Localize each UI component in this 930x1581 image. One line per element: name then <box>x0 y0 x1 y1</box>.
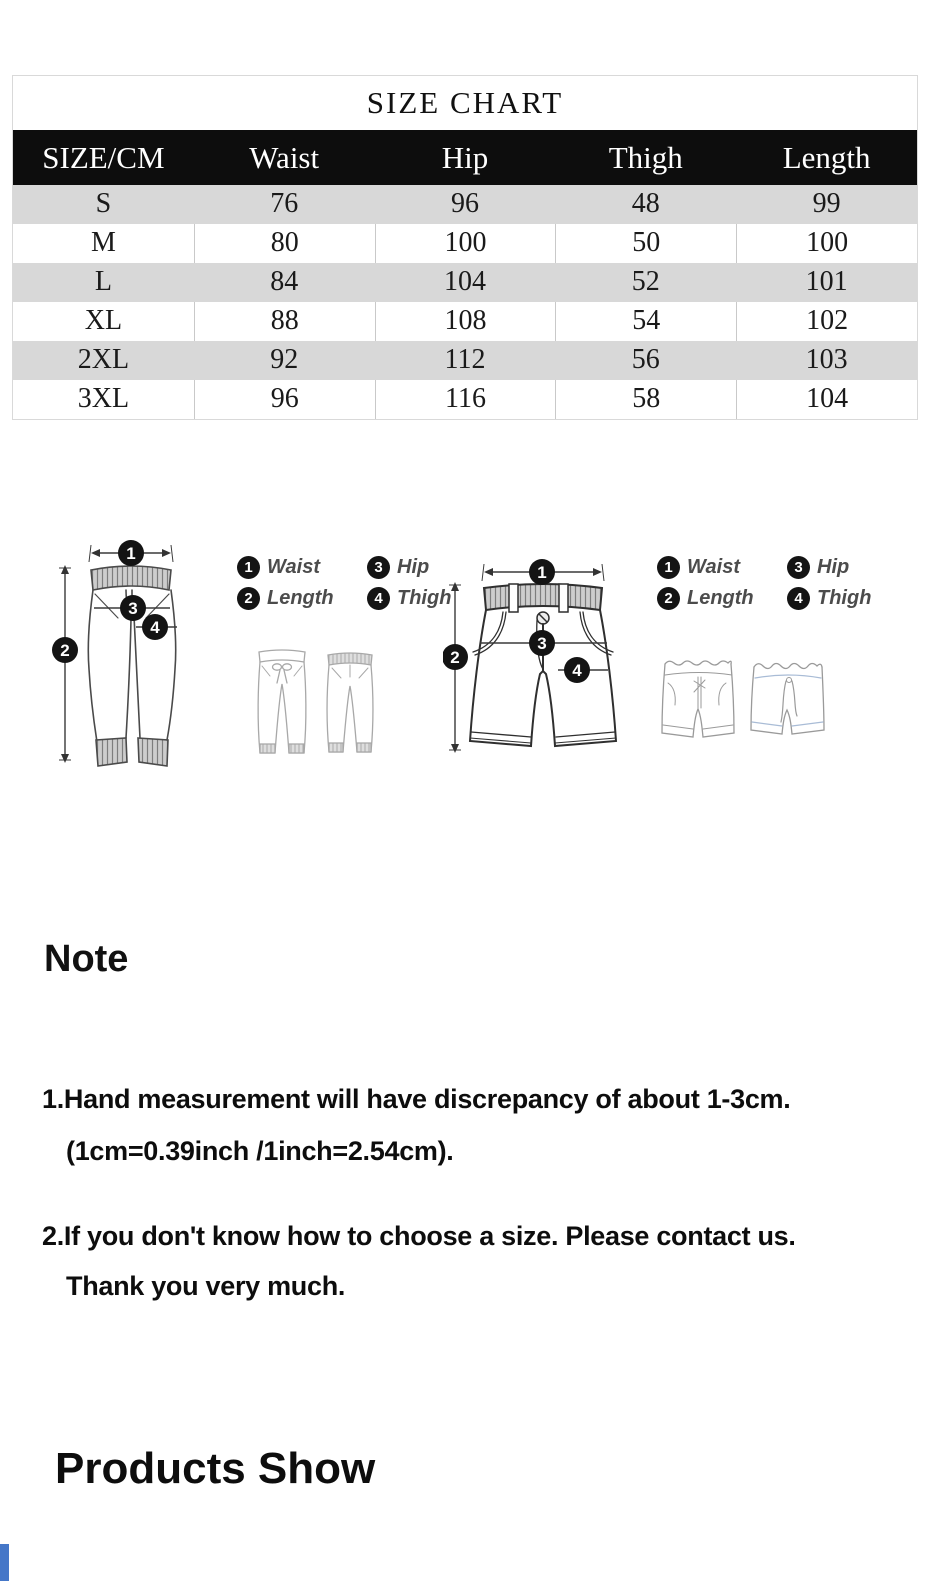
marker-waist: 1 <box>537 563 547 582</box>
legend-number-badge: 2 <box>657 587 680 610</box>
legend-label: Length <box>687 587 754 609</box>
legend-label: Length <box>267 587 334 609</box>
size-cell: S <box>95 188 112 219</box>
partial-product-image-edge <box>0 1544 9 1581</box>
legend-number-badge: 1 <box>657 556 680 579</box>
size-cell: XL <box>84 305 123 336</box>
column-header: SIZE/CM <box>42 140 165 175</box>
size-chart-title: SIZE CHART <box>366 85 564 120</box>
legend-item <box>657 587 781 610</box>
size-chart <box>12 75 918 420</box>
legend-label: Waist <box>267 556 320 578</box>
shorts-markers <box>443 559 590 683</box>
shorts-measurement-diagram <box>443 556 623 756</box>
legend-item <box>237 556 361 579</box>
small-shorts-front-icon <box>660 653 738 748</box>
note-heading: Note <box>44 938 129 980</box>
size-row <box>13 302 917 341</box>
legend-item <box>367 587 451 610</box>
size-cell: 92 <box>270 344 299 375</box>
size-row <box>13 185 917 224</box>
marker-thigh: 4 <box>572 661 582 680</box>
small-shorts-back-icon <box>748 654 828 746</box>
note-line-2: (1cm=0.39inch /1inch=2.54cm). <box>66 1136 454 1166</box>
size-cell: 104 <box>736 380 917 419</box>
column-header: Waist <box>249 140 320 175</box>
size-row <box>13 341 917 380</box>
column-header: Length <box>782 140 871 175</box>
note-line-1: 1.Hand measurement will have discrepancy of about 1-3cm. <box>42 1084 791 1114</box>
size-cell: 52 <box>631 266 660 297</box>
size-cell: 100 <box>736 224 917 263</box>
legend-label: Hip <box>397 556 430 578</box>
size-cell: 112 <box>444 344 486 375</box>
legend-number-badge: 3 <box>367 556 390 579</box>
size-cell: 108 <box>375 302 556 341</box>
products-show-heading: Products Show <box>55 1444 376 1493</box>
size-chart-header-row <box>13 130 917 185</box>
marker-hip: 3 <box>128 599 138 618</box>
pants-measurement-diagram <box>50 514 185 770</box>
size-cell: 101 <box>805 266 848 297</box>
size-row <box>13 224 917 263</box>
legend-label: Thigh <box>397 587 452 609</box>
size-cell: 99 <box>812 188 841 219</box>
legend-number-badge: 3 <box>787 556 810 579</box>
marker-hip: 3 <box>537 634 547 653</box>
size-cell: 103 <box>805 344 848 375</box>
size-cell: 2XL <box>77 344 130 375</box>
legend-item <box>787 556 871 579</box>
size-cell: 88 <box>194 302 375 341</box>
size-cell: 54 <box>555 302 736 341</box>
column-header: Thigh <box>608 140 683 175</box>
size-cell: 80 <box>194 224 375 263</box>
size-cell: 96 <box>450 188 479 219</box>
marker-length: 2 <box>450 648 460 667</box>
size-cell: 76 <box>270 188 299 219</box>
size-cell: 58 <box>555 380 736 419</box>
note-line-4: Thank you very much. <box>66 1271 346 1301</box>
size-cell: 48 <box>631 188 660 219</box>
size-cell: 116 <box>375 380 556 419</box>
legend-label: Waist <box>687 556 740 578</box>
size-cell: 100 <box>375 224 556 263</box>
size-cell: 3XL <box>77 383 130 414</box>
size-cell: 56 <box>631 344 660 375</box>
legend-number-badge: 1 <box>237 556 260 579</box>
legend-item <box>657 556 781 579</box>
size-cell: L <box>94 266 112 297</box>
legend-number-badge: 2 <box>237 587 260 610</box>
size-cell: M <box>90 227 116 258</box>
small-pants-back-icon <box>323 650 377 762</box>
size-chart-body <box>13 185 917 419</box>
legend-item <box>367 556 451 579</box>
size-cell: 96 <box>194 380 375 419</box>
marker-thigh: 4 <box>150 618 160 637</box>
size-cell: 104 <box>443 266 486 297</box>
legend-label: Thigh <box>817 587 872 609</box>
column-header: Hip <box>441 140 489 175</box>
small-pants-front-icon <box>253 646 311 764</box>
legend-pants <box>237 556 451 610</box>
legend-item <box>787 587 871 610</box>
size-row <box>13 380 917 419</box>
size-cell: 102 <box>736 302 917 341</box>
legend-item <box>237 587 361 610</box>
legend-label: Hip <box>817 556 850 578</box>
size-cell: 84 <box>270 266 299 297</box>
pants-markers <box>52 540 168 663</box>
legend-number-badge: 4 <box>787 587 810 610</box>
marker-waist: 1 <box>126 544 136 563</box>
size-cell: 50 <box>555 224 736 263</box>
marker-length: 2 <box>60 641 70 660</box>
note-line-3: 2.If you don't know how to choose a size. Please contact us. <box>42 1221 796 1251</box>
legend-number-badge: 4 <box>367 587 390 610</box>
size-row <box>13 263 917 302</box>
legend-shorts <box>657 556 871 610</box>
